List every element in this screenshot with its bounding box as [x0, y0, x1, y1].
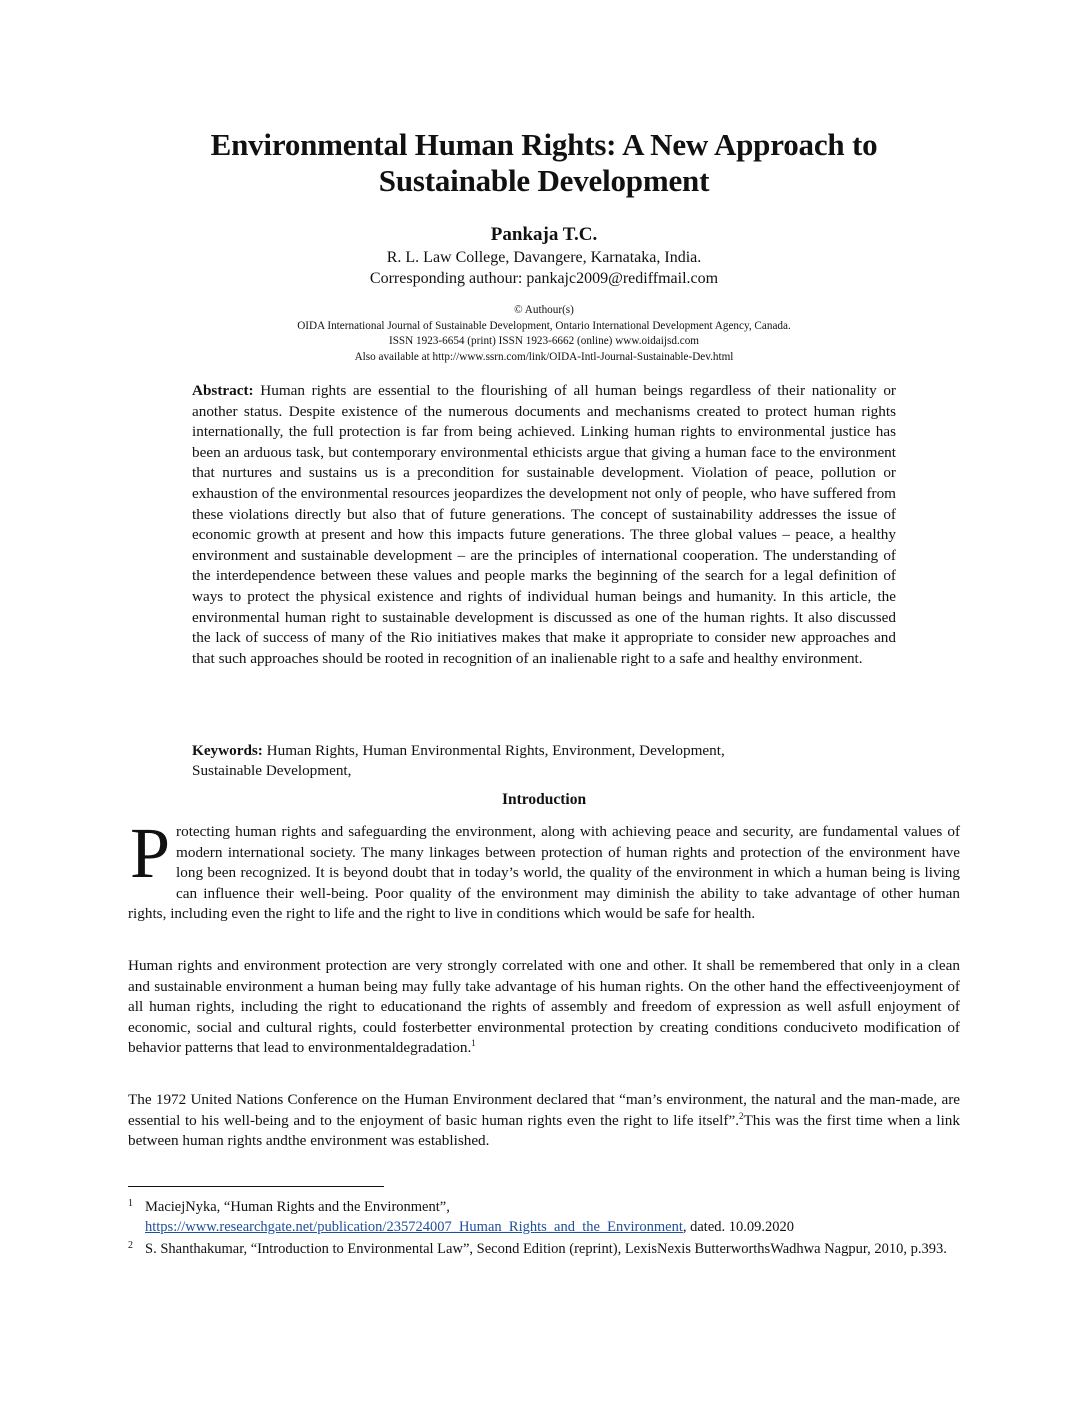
abstract-text: Human rights are essential to the flourishing of all human beings regardless of their nationality or another status. Despite existence of the numerous documents and mechanisms created to protect human rights internationally, the full protection is far from being achieved. Linking human rights to environmental justice has been an arduous task, but contemporary environmental ethicists argue that giving a human face to the environment that nurtures and sustains us is a precondition for sustainable development. Violation of peace, pollution or exhaustion of the environmental resources jeopardizes the development not only of people, who have suffered from these violations directly but also that of future generations. The concept of sustainability addresses the issue of economic growth at present and how this impacts future generations. The three global values – peace, a healthy environment and sustainable development – are the principles of international cooperation. The understanding of the interdependence between these values and people marks the beginning of the search for a legal definition of ways to protect the physical existence and rights of individual human beings and humanity. In this article, the environmental human right to sustainable development is discussed as one of the human rights. It also discussed the lack of success of many of the Rio initiatives makes that make it appropriate to consider new approaches and that such approaches should be rooted in recognition of an inalienable right to a safe and healthy environment.: [192, 382, 896, 667]
title-line-2: Sustainable Development: [378, 163, 710, 198]
issn-line: ISSN 1923-6654 (print) ISSN 1923-6662 (online) www.oidaijsd.com: [388, 335, 699, 347]
footnote-ref-2[interactable]: 2: [739, 1110, 744, 1121]
paragraph-text: Human rights and environment protection are very strongly correlated with one and other. It shall be remembered that only in a clean and sustainable environment a human being may fully take advantage of his human rights. On the other hand the effectiveenjoyment of all human rights, including the right to educationand the rights of assembly and freedom of expression as well asfull enjoyment of economic, social and cultural rights, could fosterbetter environmental protection by creating conditions conduciveto modification of behavior patterns that lead to environmentaldegradation.: [128, 957, 960, 1057]
footnote-text: MaciejNyka, “Human Rights and the Environment”,: [145, 1199, 450, 1215]
keywords-label: Keywords:: [192, 742, 263, 759]
intro-paragraph-2: [128, 956, 960, 1059]
availability-line: Also available at http://www.ssrn.com/link/OIDA-Intl-Journal-Sustainable-Dev.html: [354, 350, 734, 363]
footnote-1: [128, 1198, 960, 1237]
paper-title: [150, 127, 938, 199]
author-affiliation: R. L. Law College, Davangere, Karnataka, India.: [386, 249, 702, 266]
copyright-line: © Authour(s): [514, 304, 574, 316]
corresponding-author: Corresponding authour: pankajc2009@rediffmail.com: [369, 270, 719, 287]
footnote-number: 1: [128, 1198, 133, 1209]
paragraph-text: rotecting human rights and safeguarding the environment, along with achieving peace and security, are fundamental values of modern international society. The many linkages between protection of human rights and protection of the environment have long been recognized. It is beyond doubt that in today’s world, the quality of the environment in which a human being is living can influence their well-being. Poor quality of the environment may diminish the ability to take advantage of other human rights, including even the right to life and the right to live in conditions which would be safe for health.: [128, 823, 960, 923]
intro-paragraph-1: [128, 813, 960, 925]
author-affiliation-block: [150, 247, 938, 289]
paragraph-text-after: This was the first time when a link between human rights andthe environment was established.: [128, 1111, 960, 1150]
footnote-number: 2: [128, 1240, 133, 1251]
footnote-2: [128, 1240, 960, 1260]
drop-cap: P: [130, 813, 171, 893]
keywords-line-1: Human Rights, Human Environmental Rights, Environment, Development,: [262, 742, 725, 759]
paragraph-text: The 1972 United Nations Conference on the Human Environment declared that “man’s environment, the natural and the man-made, are essential to his well-being and to the enjoyment of basic human rights even the right to life itself”.: [128, 1091, 960, 1129]
keywords: [192, 741, 896, 781]
publication-info: [150, 303, 938, 365]
abstract: [192, 381, 896, 669]
footnote-text: S. Shanthakumar, “Introduction to Environmental Law”, Second Edition (reprint), LexisNexis ButterworthsWadhwa Nagpur, 2010, p.393.: [145, 1241, 947, 1257]
journal-line: OIDA International Journal of Sustainable Development, Ontario International Development Agency, Canada.: [297, 319, 791, 332]
footnote-date: , dated. 10.09.2020: [682, 1218, 795, 1235]
intro-paragraph-3: [128, 1090, 960, 1152]
footnote-separator: [128, 1186, 384, 1187]
author-name: Pankaja T.C.: [490, 224, 598, 245]
abstract-label: Abstract:: [192, 382, 254, 399]
footnote-link[interactable]: https://www.researchgate.net/publication/235724007_Human_Rights_and_the_Environment: [145, 1218, 683, 1235]
title-line-1: Environmental Human Rights: A New Approach to: [210, 127, 878, 162]
keywords-line-2: Sustainable Development,: [192, 762, 352, 779]
footnote-ref-1[interactable]: 1: [471, 1038, 476, 1049]
section-heading-introduction: Introduction: [501, 791, 587, 808]
